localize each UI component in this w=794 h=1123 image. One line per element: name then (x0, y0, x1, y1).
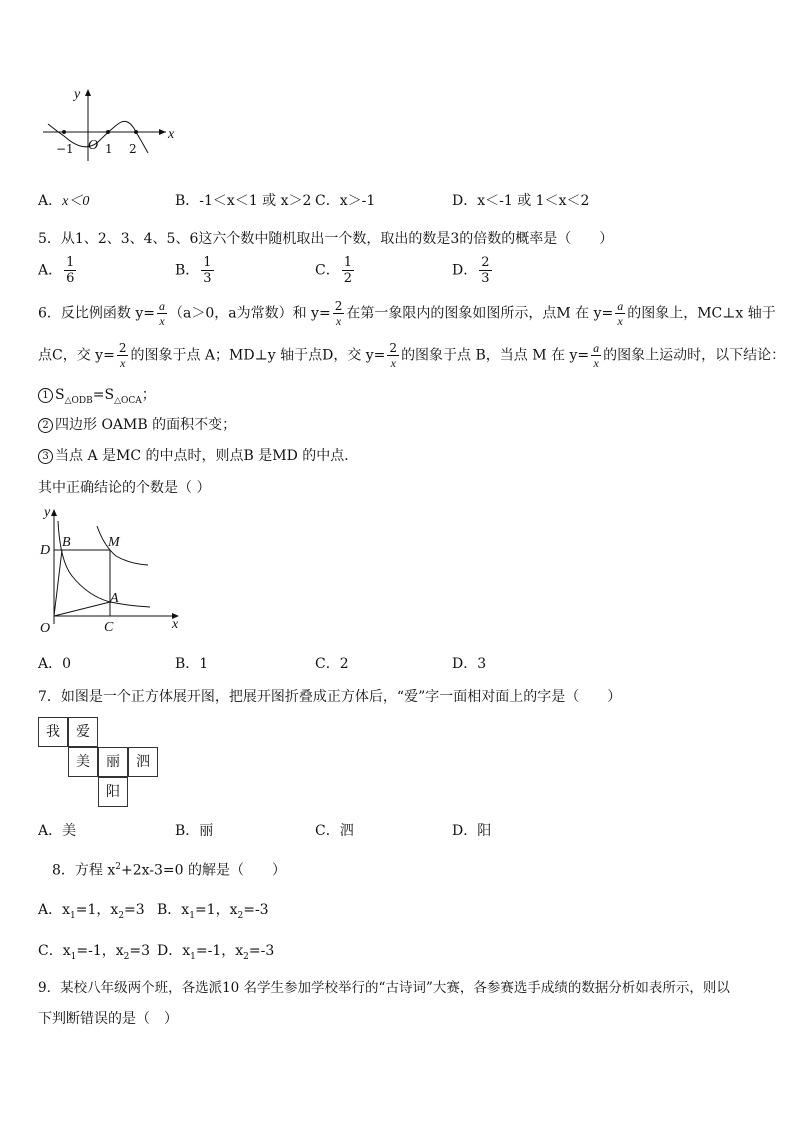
cube-net-cell-ai: 爱 (68, 717, 98, 747)
q8-option-d[interactable]: D．$x_1=-1$，$x_2=-3$ (157, 943, 275, 962)
q7-option-d[interactable]: D．阳 (452, 823, 492, 839)
q4-graph-tick-1: 1 (105, 142, 113, 156)
q7-stem: 7．如图是一个正方体展开图，把展开图折叠成正方体后，“爱”字一面相对面上的字是（ ） (38, 689, 622, 705)
q9-stem-line1: 9．某校八年级两个班，各选派10 名学生参加学校举行的“古诗词”大赛，各参赛选手成绩的数据分析如表所示，则以 (38, 980, 730, 996)
q6-option-c[interactable]: C．2 (315, 656, 349, 672)
q4-option-b[interactable]: B．-1＜x＜1 或 x＞2 (175, 193, 312, 209)
cube-net-cell-mei: 美 (68, 747, 98, 777)
q4-graph-tick-neg1: −1 (56, 142, 74, 156)
q6-graph-origin: O (40, 621, 51, 636)
q6-graph-point-b: B (62, 535, 71, 550)
q6-option-a[interactable]: A．0 (38, 656, 72, 672)
q4-option-c[interactable]: C．x＞-1 (315, 193, 376, 209)
q6-stem-line1: 6．反比例函数 y= $\frac{a}{x}$ （a＞0，a为常数）和 y= $\frac{2}{x}$ 在第一象限内的图象如图所示，点M 在 y= $\frac{a}{x}$ 的图象上，MC⊥x 轴于 (38, 299, 776, 328)
q6-graph-point-m: M (108, 535, 120, 550)
q4-graph-y-label: y (74, 87, 81, 102)
q6-option-b[interactable]: B．1 (175, 656, 209, 672)
cube-net-cell-li: 丽 (98, 747, 128, 777)
q6-graph-y-label: y (44, 505, 51, 520)
q6-graph-point-c: C (104, 620, 114, 635)
q5-option-c[interactable]: C． $\frac{1}{2}$ (315, 255, 352, 286)
q8-stem: 8．方程 $x^2+2x-3=0$ 的解是（ ） (52, 862, 287, 879)
q6-graph-point-a: A (110, 591, 119, 606)
q4-option-d[interactable]: D．x＜-1 或 1＜x＜2 (452, 193, 590, 209)
q5-stem: 5．从1、2、3、4、5、6这六个数中随机取出一个数，取出的数是3的倍数的概率是（ ） (38, 231, 614, 247)
q6-graph (38, 506, 188, 631)
q6-graph-point-d: D (40, 543, 51, 558)
q6-stem-line2: 点C，交 y= $\frac{2}{x}$ 的图象于点 A；MD⊥y 轴于点D，交 y= $\frac{2}{x}$ 的图象于点 B，当点 M 在 y= $\frac{a}{x}$ 的图象上运动时，以下结论： (38, 341, 786, 370)
q7-option-a[interactable]: A．美 (38, 823, 77, 839)
q5-option-a[interactable]: A． $\frac{1}{6}$ (38, 255, 75, 286)
q6-conclusion-3: 3 当点 A 是MC 的中点时，则点B 是MD 的中点． (38, 447, 358, 465)
q4-option-a[interactable]: A．x＜0 (38, 193, 90, 209)
q4-graph-origin: O (88, 138, 99, 153)
q6-ask: 其中正确结论的个数是（ ） (38, 480, 211, 496)
q7-option-c[interactable]: C．泗 (315, 823, 354, 839)
cube-net-cell-wo: 我 (38, 717, 68, 747)
cube-net-cell-yang: 阳 (98, 777, 128, 807)
q6-option-d[interactable]: D．3 (452, 656, 487, 672)
q4-graph-tick-2: 2 (129, 142, 137, 156)
cube-net-cell-si: 泗 (128, 747, 158, 777)
q6-graph-x-label: x (172, 617, 179, 632)
q8-option-a[interactable]: A．$x_1=1$，$x_2=3$ (38, 902, 145, 921)
q5-option-b[interactable]: B． $\frac{1}{3}$ (175, 255, 212, 286)
q8-option-c[interactable]: C．$x_1=-1$，$x_2=3$ (38, 943, 151, 962)
q7-option-b[interactable]: B．丽 (175, 823, 214, 839)
q8-option-b[interactable]: B．$x_1=1$，$x_2=-3$ (157, 902, 269, 921)
q9-stem-line2: 下判断错误的是（ ） (38, 1011, 178, 1027)
q5-option-d[interactable]: D． $\frac{2}{3}$ (452, 255, 490, 286)
q6-conclusion-2: 2 四边形 OAMB 的面积不变； (38, 416, 236, 434)
q6-conclusion-1: 1 $S_{\triangle ODB}=S_{\triangle OCA}$； (38, 386, 156, 410)
q4-graph-x-label: x (168, 127, 175, 142)
